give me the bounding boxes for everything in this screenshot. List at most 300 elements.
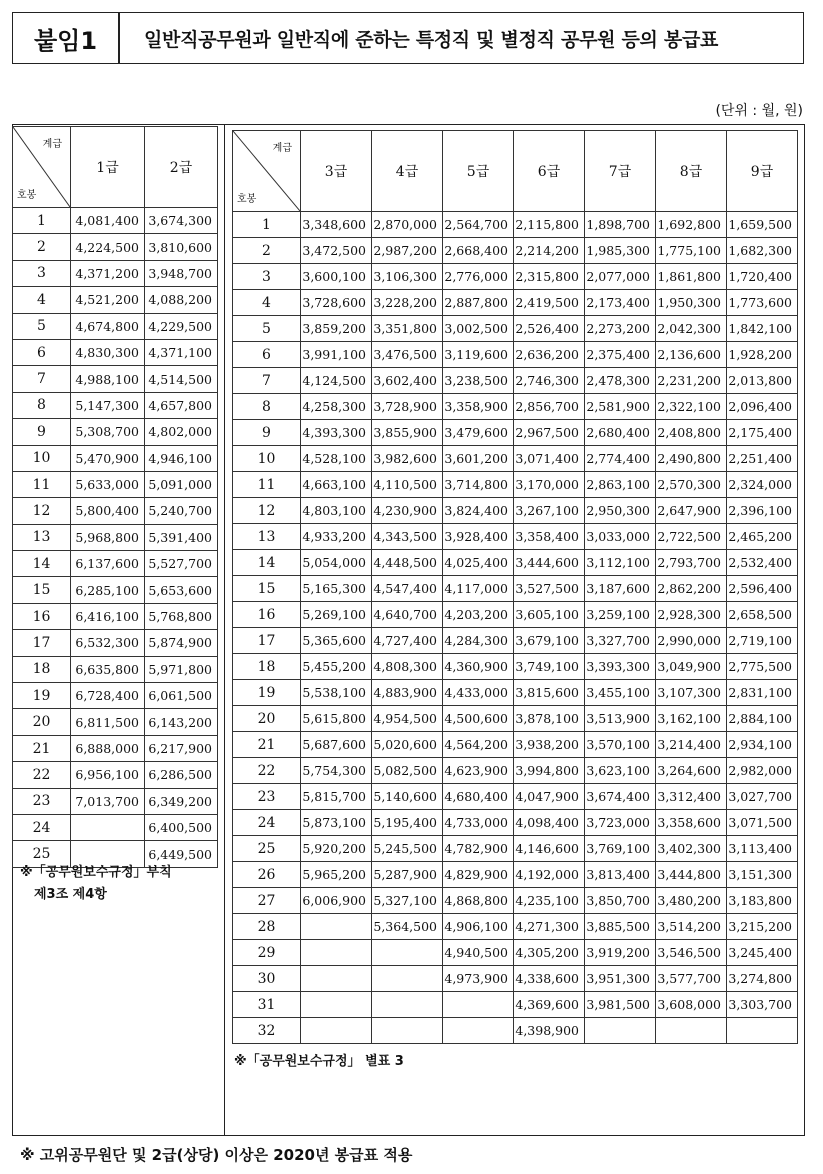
- table-row: [13, 208, 218, 234]
- salary-cell: 3,183,800: [727, 888, 798, 914]
- salary-cell: 3,982,600: [372, 446, 443, 472]
- table-row: [233, 316, 798, 342]
- salary-cell: 4,657,800: [145, 392, 218, 418]
- salary-cell: 1,692,800: [656, 212, 727, 238]
- table-row: [233, 862, 798, 888]
- salary-cell: 4,564,200: [443, 732, 514, 758]
- salary-cell: 6,061,500: [145, 683, 218, 709]
- salary-cell: 2,863,100: [585, 472, 656, 498]
- step-cell: 3: [233, 264, 301, 290]
- step-cell: 14: [233, 550, 301, 576]
- salary-cell: 4,284,300: [443, 628, 514, 654]
- table-row: [13, 577, 218, 603]
- step-cell: 20: [233, 706, 301, 732]
- step-cell: 27: [233, 888, 301, 914]
- salary-cell: 2,884,100: [727, 706, 798, 732]
- salary-cell: 6,956,100: [71, 762, 145, 788]
- table-row: [13, 339, 218, 365]
- salary-cell: 1,775,100: [656, 238, 727, 264]
- salary-cell: 4,025,400: [443, 550, 514, 576]
- salary-cell: 3,991,100: [301, 342, 372, 368]
- step-cell: 28: [233, 914, 301, 940]
- salary-cell: 2,042,300: [656, 316, 727, 342]
- salary-cell: 6,143,200: [145, 709, 218, 735]
- salary-cell: 4,933,200: [301, 524, 372, 550]
- salary-cell: 1,842,100: [727, 316, 798, 342]
- salary-cell: 3,358,900: [443, 394, 514, 420]
- salary-cell: 6,137,600: [71, 551, 145, 577]
- salary-cell: 5,874,900: [145, 630, 218, 656]
- salary-cell: 4,146,600: [514, 836, 585, 862]
- table-row: [13, 419, 218, 445]
- salary-cell: [301, 992, 372, 1018]
- table-row: [13, 630, 218, 656]
- salary-cell: 5,391,400: [145, 524, 218, 550]
- step-cell: 12: [13, 498, 71, 524]
- table-row: [13, 551, 218, 577]
- salary-cell: 4,047,900: [514, 784, 585, 810]
- table-row: [233, 706, 798, 732]
- salary-cell: 3,027,700: [727, 784, 798, 810]
- salary-cell: [443, 992, 514, 1018]
- salary-cell: 3,351,800: [372, 316, 443, 342]
- table-row: [233, 810, 798, 836]
- salary-cell: 3,228,200: [372, 290, 443, 316]
- salary-cell: 4,528,100: [301, 446, 372, 472]
- salary-cell: 2,793,700: [656, 550, 727, 576]
- corner-header-cell: [233, 131, 301, 212]
- salary-cell: 4,868,800: [443, 888, 514, 914]
- salary-cell: 4,393,300: [301, 420, 372, 446]
- salary-cell: 4,088,200: [145, 287, 218, 313]
- step-cell: 21: [13, 735, 71, 761]
- salary-cell: 2,776,000: [443, 264, 514, 290]
- salary-cell: 3,480,200: [656, 888, 727, 914]
- salary-cell: 1,659,500: [727, 212, 798, 238]
- salary-cell: 4,203,200: [443, 602, 514, 628]
- salary-cell: 5,687,600: [301, 732, 372, 758]
- salary-cell: 4,098,400: [514, 810, 585, 836]
- salary-cell: 4,230,900: [372, 498, 443, 524]
- salary-cell: 4,343,500: [372, 524, 443, 550]
- salary-cell: 3,151,300: [727, 862, 798, 888]
- step-cell: 15: [13, 577, 71, 603]
- table-row: [13, 603, 218, 629]
- salary-cell: 1,773,600: [727, 290, 798, 316]
- corner-header-cell: [13, 127, 71, 208]
- salary-cell: 3,938,200: [514, 732, 585, 758]
- salary-cell: 6,532,300: [71, 630, 145, 656]
- step-cell: 2: [13, 234, 71, 260]
- salary-cell: 6,006,900: [301, 888, 372, 914]
- grade-header-cell: 7급: [585, 131, 656, 212]
- step-cell: 16: [233, 602, 301, 628]
- left-table-note: [20, 862, 172, 906]
- salary-cell: 3,303,700: [727, 992, 798, 1018]
- salary-cell: 5,365,600: [301, 628, 372, 654]
- salary-cell: 3,810,600: [145, 234, 218, 260]
- step-cell: 9: [233, 420, 301, 446]
- salary-cell: 3,049,900: [656, 654, 727, 680]
- corner-grade-label: 계급: [272, 143, 292, 154]
- table-row: [233, 264, 798, 290]
- salary-cell: 2,722,500: [656, 524, 727, 550]
- step-cell: 1: [13, 208, 71, 234]
- salary-cell: 1,720,400: [727, 264, 798, 290]
- salary-cell: 2,136,600: [656, 342, 727, 368]
- grade-header-cell: 9급: [727, 131, 798, 212]
- unit-label: (단위 : 월, 원): [715, 103, 803, 119]
- corner-step-label: 호봉: [17, 190, 37, 201]
- table-row: [233, 550, 798, 576]
- salary-cell: 2,315,800: [514, 264, 585, 290]
- step-cell: 1: [233, 212, 301, 238]
- salary-cell: 6,728,400: [71, 683, 145, 709]
- grade-header-cell: 5급: [443, 131, 514, 212]
- salary-cell: 4,500,600: [443, 706, 514, 732]
- salary-cell: 3,264,600: [656, 758, 727, 784]
- salary-cell: 3,951,300: [585, 966, 656, 992]
- salary-cell: 2,658,500: [727, 602, 798, 628]
- salary-cell: 2,013,800: [727, 368, 798, 394]
- table-row: [13, 392, 218, 418]
- salary-cell: 5,082,500: [372, 758, 443, 784]
- salary-cell: 3,728,600: [301, 290, 372, 316]
- step-cell: 17: [233, 628, 301, 654]
- salary-cell: 2,774,400: [585, 446, 656, 472]
- table-row: [233, 420, 798, 446]
- salary-cell: 5,768,800: [145, 603, 218, 629]
- salary-cell: [372, 992, 443, 1018]
- salary-cell: 5,140,600: [372, 784, 443, 810]
- salary-cell: 3,444,800: [656, 862, 727, 888]
- step-cell: 19: [233, 680, 301, 706]
- salary-cell: 2,077,000: [585, 264, 656, 290]
- salary-cell: 3,577,700: [656, 966, 727, 992]
- salary-cell: 2,532,400: [727, 550, 798, 576]
- table-row: [13, 445, 218, 471]
- salary-cell: 3,444,600: [514, 550, 585, 576]
- table-row: [13, 683, 218, 709]
- salary-cell: 4,733,000: [443, 810, 514, 836]
- salary-cell: 3,815,600: [514, 680, 585, 706]
- salary-cell: 4,124,500: [301, 368, 372, 394]
- step-cell: 13: [233, 524, 301, 550]
- table-row: [13, 313, 218, 339]
- grade-header-cell: 6급: [514, 131, 585, 212]
- salary-cell: 3,813,400: [585, 862, 656, 888]
- salary-cell: 6,349,200: [145, 788, 218, 814]
- salary-cell: 4,547,400: [372, 576, 443, 602]
- salary-cell: 2,564,700: [443, 212, 514, 238]
- salary-cell: 2,324,000: [727, 472, 798, 498]
- step-cell: 4: [13, 287, 71, 313]
- table-row: [233, 498, 798, 524]
- salary-cell: 4,081,400: [71, 208, 145, 234]
- salary-cell: 4,369,600: [514, 992, 585, 1018]
- salary-cell: 5,287,900: [372, 862, 443, 888]
- table-row: [233, 992, 798, 1018]
- table-header-row: [233, 131, 798, 212]
- step-cell: 5: [233, 316, 301, 342]
- salary-cell: 4,830,300: [71, 339, 145, 365]
- table-row: [233, 368, 798, 394]
- salary-cell: 2,647,900: [656, 498, 727, 524]
- salary-cell: 2,887,800: [443, 290, 514, 316]
- salary-cell: 5,920,200: [301, 836, 372, 862]
- salary-table-grade-1-2: [12, 126, 218, 868]
- salary-cell: 4,808,300: [372, 654, 443, 680]
- salary-cell: [372, 966, 443, 992]
- salary-cell: 4,192,000: [514, 862, 585, 888]
- salary-cell: 2,950,300: [585, 498, 656, 524]
- salary-cell: 5,364,500: [372, 914, 443, 940]
- salary-cell: 2,408,800: [656, 420, 727, 446]
- right-table-note: ※「공무원보수규정」 별표 3: [234, 1054, 404, 1069]
- salary-cell: 4,433,000: [443, 680, 514, 706]
- salary-cell: 4,398,900: [514, 1018, 585, 1044]
- table-row: [233, 446, 798, 472]
- step-cell: 6: [233, 342, 301, 368]
- salary-cell: 6,811,500: [71, 709, 145, 735]
- salary-cell: 5,615,800: [301, 706, 372, 732]
- salary-cell: 6,217,900: [145, 735, 218, 761]
- salary-cell: 4,371,200: [71, 260, 145, 286]
- step-cell: 23: [13, 788, 71, 814]
- table-row: [13, 524, 218, 550]
- salary-cell: 3,605,100: [514, 602, 585, 628]
- salary-cell: 3,674,400: [585, 784, 656, 810]
- salary-cell: 4,640,700: [372, 602, 443, 628]
- salary-cell: 3,187,600: [585, 576, 656, 602]
- salary-cell: 3,885,500: [585, 914, 656, 940]
- salary-cell: 5,147,300: [71, 392, 145, 418]
- step-cell: 29: [233, 940, 301, 966]
- salary-cell: 3,728,900: [372, 394, 443, 420]
- table-row: [13, 260, 218, 286]
- salary-cell: 2,987,200: [372, 238, 443, 264]
- step-cell: 8: [13, 392, 71, 418]
- step-cell: 7: [233, 368, 301, 394]
- step-cell: 16: [13, 603, 71, 629]
- salary-cell: 3,106,300: [372, 264, 443, 290]
- salary-cell: 2,746,300: [514, 368, 585, 394]
- salary-cell: 3,602,400: [372, 368, 443, 394]
- salary-cell: 5,091,000: [145, 471, 218, 497]
- salary-cell: 3,674,300: [145, 208, 218, 234]
- salary-cell: 4,229,500: [145, 313, 218, 339]
- salary-cell: 5,455,200: [301, 654, 372, 680]
- salary-cell: 1,682,300: [727, 238, 798, 264]
- step-cell: 24: [233, 810, 301, 836]
- salary-cell: 4,623,900: [443, 758, 514, 784]
- table-row: [233, 628, 798, 654]
- salary-cell: 3,327,700: [585, 628, 656, 654]
- salary-cell: 6,635,800: [71, 656, 145, 682]
- step-cell: 30: [233, 966, 301, 992]
- salary-cell: 4,674,800: [71, 313, 145, 339]
- salary-cell: 2,396,100: [727, 498, 798, 524]
- table-row: [233, 342, 798, 368]
- salary-cell: 3,274,800: [727, 966, 798, 992]
- table-row: [13, 762, 218, 788]
- salary-cell: 3,402,300: [656, 836, 727, 862]
- salary-cell: 3,749,100: [514, 654, 585, 680]
- salary-cell: 5,195,400: [372, 810, 443, 836]
- corner-grade-label: 계급: [42, 139, 62, 150]
- salary-cell: 4,727,400: [372, 628, 443, 654]
- salary-cell: 4,110,500: [372, 472, 443, 498]
- salary-cell: 3,527,500: [514, 576, 585, 602]
- salary-cell: 4,829,900: [443, 862, 514, 888]
- salary-cell: 1,928,200: [727, 342, 798, 368]
- step-cell: 10: [13, 445, 71, 471]
- table-row: [233, 602, 798, 628]
- step-cell: 5: [13, 313, 71, 339]
- salary-cell: 2,982,000: [727, 758, 798, 784]
- salary-cell: 2,490,800: [656, 446, 727, 472]
- salary-cell: 3,769,100: [585, 836, 656, 862]
- salary-cell: 3,723,000: [585, 810, 656, 836]
- salary-cell: 2,775,500: [727, 654, 798, 680]
- salary-cell: 3,919,200: [585, 940, 656, 966]
- salary-cell: 2,214,200: [514, 238, 585, 264]
- salary-cell: 5,968,800: [71, 524, 145, 550]
- table-row: [233, 732, 798, 758]
- salary-cell: 4,663,100: [301, 472, 372, 498]
- table-row: [13, 735, 218, 761]
- step-cell: 12: [233, 498, 301, 524]
- salary-cell: 3,714,800: [443, 472, 514, 498]
- salary-cell: 2,856,700: [514, 394, 585, 420]
- step-cell: 17: [13, 630, 71, 656]
- salary-cell: 3,994,800: [514, 758, 585, 784]
- page-title: 일반직공무원과 일반직에 준하는 특정직 및 별정직 공무원 등의 봉급표: [144, 28, 719, 51]
- salary-cell: 3,608,000: [656, 992, 727, 1018]
- salary-cell: 2,680,400: [585, 420, 656, 446]
- salary-cell: 2,928,300: [656, 602, 727, 628]
- salary-cell: 2,251,400: [727, 446, 798, 472]
- salary-cell: 3,878,100: [514, 706, 585, 732]
- table-row: [233, 1018, 798, 1044]
- salary-cell: 3,348,600: [301, 212, 372, 238]
- salary-cell: 5,754,300: [301, 758, 372, 784]
- salary-cell: 2,581,900: [585, 394, 656, 420]
- salary-cell: 3,393,300: [585, 654, 656, 680]
- salary-cell: 5,633,000: [71, 471, 145, 497]
- salary-cell: [301, 966, 372, 992]
- salary-cell: 3,071,500: [727, 810, 798, 836]
- salary-cell: 3,948,700: [145, 260, 218, 286]
- salary-cell: 6,888,000: [71, 735, 145, 761]
- salary-cell: [372, 940, 443, 966]
- salary-cell: 1,861,800: [656, 264, 727, 290]
- salary-cell: 4,906,100: [443, 914, 514, 940]
- table-row: [13, 471, 218, 497]
- salary-cell: 2,570,300: [656, 472, 727, 498]
- step-cell: 11: [233, 472, 301, 498]
- salary-cell: 3,601,200: [443, 446, 514, 472]
- salary-cell: 4,448,500: [372, 550, 443, 576]
- salary-cell: 3,238,500: [443, 368, 514, 394]
- salary-cell: 3,855,900: [372, 420, 443, 446]
- salary-cell: 5,327,100: [372, 888, 443, 914]
- salary-cell: 3,850,700: [585, 888, 656, 914]
- salary-cell: 2,526,400: [514, 316, 585, 342]
- table-header-row: [13, 127, 218, 208]
- table-row: [233, 758, 798, 784]
- salary-cell: 3,600,100: [301, 264, 372, 290]
- salary-cell: 3,928,400: [443, 524, 514, 550]
- table-row: [13, 814, 218, 840]
- document-header: [12, 12, 804, 64]
- salary-cell: 6,400,500: [145, 814, 218, 840]
- salary-cell: 2,934,100: [727, 732, 798, 758]
- salary-cell: [301, 940, 372, 966]
- salary-cell: 5,165,300: [301, 576, 372, 602]
- salary-cell: 2,862,200: [656, 576, 727, 602]
- salary-cell: 4,235,100: [514, 888, 585, 914]
- salary-cell: 4,117,000: [443, 576, 514, 602]
- salary-cell: 4,224,500: [71, 234, 145, 260]
- table-row: [233, 966, 798, 992]
- salary-cell: 5,815,700: [301, 784, 372, 810]
- salary-cell: 2,465,200: [727, 524, 798, 550]
- salary-cell: 3,033,000: [585, 524, 656, 550]
- step-cell: 2: [233, 238, 301, 264]
- step-cell: 6: [13, 339, 71, 365]
- table-row: [233, 394, 798, 420]
- salary-cell: [727, 1018, 798, 1044]
- salary-cell: 3,312,400: [656, 784, 727, 810]
- salary-cell: 1,898,700: [585, 212, 656, 238]
- step-cell: 18: [13, 656, 71, 682]
- table-row: [13, 366, 218, 392]
- salary-cell: 3,455,100: [585, 680, 656, 706]
- salary-cell: 6,285,100: [71, 577, 145, 603]
- salary-cell: 4,521,200: [71, 287, 145, 313]
- salary-cell: 2,831,100: [727, 680, 798, 706]
- salary-cell: 3,162,100: [656, 706, 727, 732]
- step-cell: 25: [13, 841, 71, 867]
- step-cell: 10: [233, 446, 301, 472]
- salary-cell: 2,636,200: [514, 342, 585, 368]
- salary-cell: 2,870,000: [372, 212, 443, 238]
- salary-cell: 1,985,300: [585, 238, 656, 264]
- salary-cell: 2,478,300: [585, 368, 656, 394]
- salary-cell: 4,954,500: [372, 706, 443, 732]
- footnote: ※ 고위공무원단 및 2급(상당) 이상은 2020년 봉급표 적용: [20, 1146, 413, 1164]
- table-row: [13, 788, 218, 814]
- step-cell: 23: [233, 784, 301, 810]
- salary-cell: 3,071,400: [514, 446, 585, 472]
- table-row: [233, 914, 798, 940]
- salary-cell: 4,883,900: [372, 680, 443, 706]
- step-cell: 4: [233, 290, 301, 316]
- salary-cell: 4,782,900: [443, 836, 514, 862]
- step-cell: 31: [233, 992, 301, 1018]
- salary-cell: 3,824,400: [443, 498, 514, 524]
- grade-header-cell: 4급: [372, 131, 443, 212]
- salary-cell: 3,472,500: [301, 238, 372, 264]
- salary-cell: 4,371,100: [145, 339, 218, 365]
- step-cell: 21: [233, 732, 301, 758]
- salary-cell: 2,419,500: [514, 290, 585, 316]
- grade-header-cell: 1급: [71, 127, 145, 208]
- table-row: [233, 238, 798, 264]
- salary-cell: 2,231,200: [656, 368, 727, 394]
- table-row: [13, 287, 218, 313]
